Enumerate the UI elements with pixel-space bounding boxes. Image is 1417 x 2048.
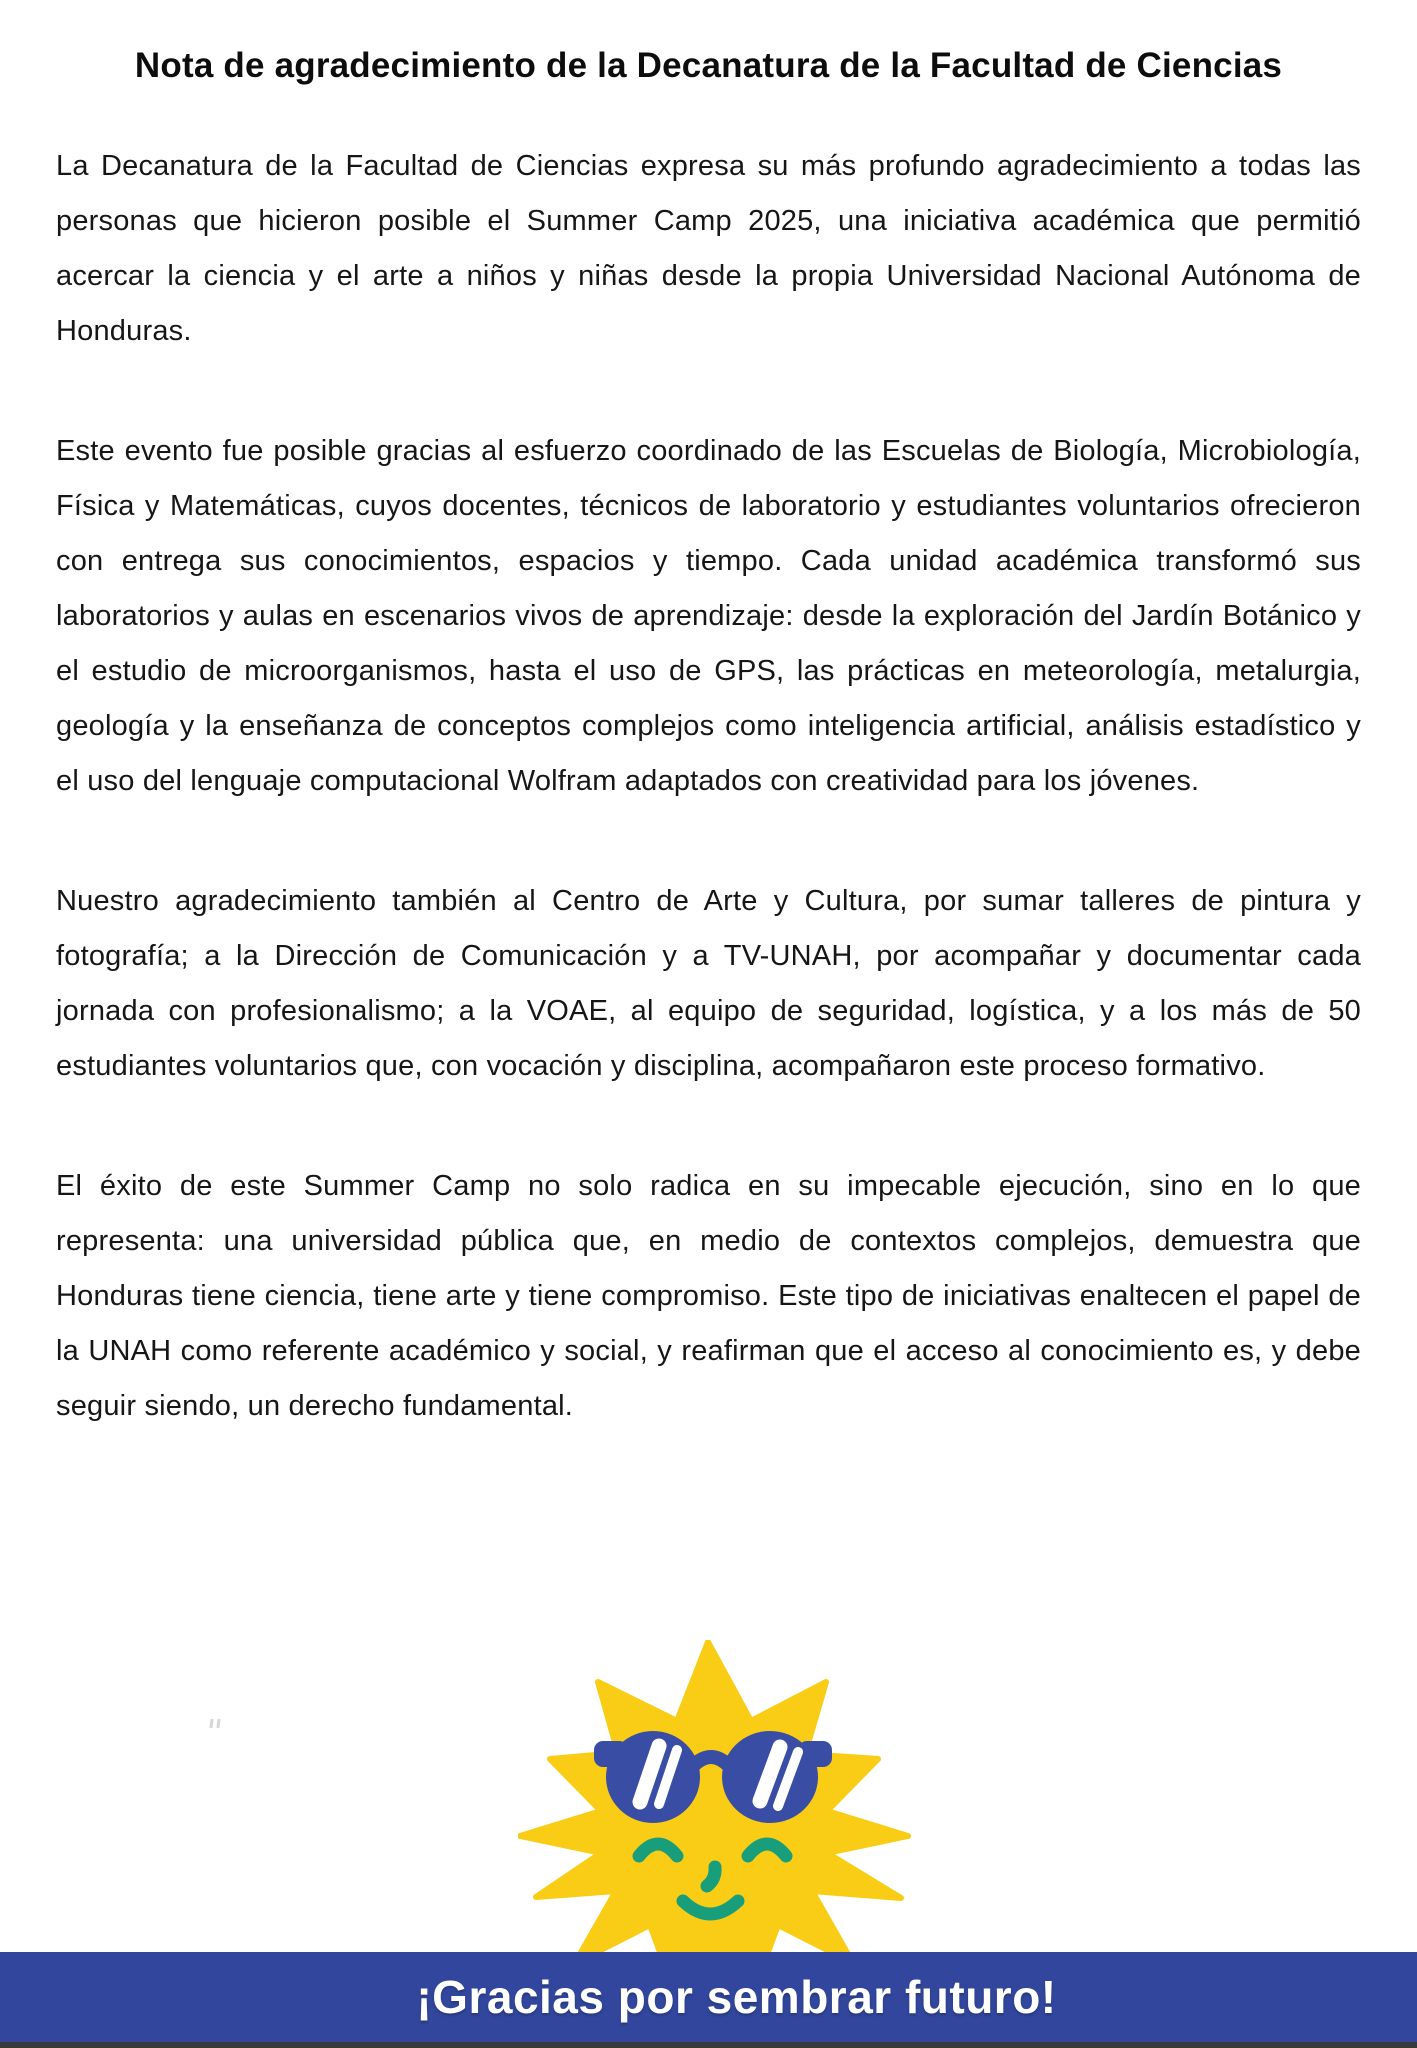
scan-stray-mark	[210, 1719, 224, 1728]
sun-mascot-icon	[518, 1640, 918, 1952]
sun-mascot	[518, 1640, 918, 1952]
paragraph-3: Nuestro agradecimiento también al Centro de Arte y Cultura, por sumar talleres de pintura y fotografía; a la Dirección de Comunicación y a TV-UNAH, por acompañar y documentar cada jornada con profesionalismo; a la VOAE, al equipo de seguridad, logística, y a los más de 50 estudiantes voluntarios que, con vocación y disciplina, acompañaron este proceso formativo.	[56, 885, 1361, 1082]
footer-banner	[0, 1952, 1417, 2042]
sun-body	[520, 1642, 908, 1952]
page-title: Nota de agradecimiento de la Decanatura de la Facultad de Ciencias	[134, 46, 1283, 85]
paragraph-4: El éxito de este Summer Camp no solo radica en su impecable ejecución, sino en lo que representa: una universidad pública que, en medio de contextos complejos, demuestra que Honduras tiene ciencia, tiene arte y tiene compromiso. Este tipo de iniciativas enaltecen el papel de la UNAH como referente académico y social, y reafirman que el acceso al conocimiento es, y debe seguir siendo, un derecho fundamental.	[56, 1170, 1361, 1422]
paragraph-2: Este evento fue posible gracias al esfuerzo coordinado de las Escuelas de Biología, Microbiología, Física y Matemáticas, cuyos docentes, técnicos de laboratorio y estudiantes voluntarios ofrecieron con entrega sus conocimientos, espacios y tiempo. Cada unidad académica transformó sus laboratorios y aulas en escenarios vivos de aprendizaje: desde la exploración del Jardín Botánico y el estudio de microorganismos, hasta el uso de GPS, las prácticas en meteorología, metalurgia, geología y la enseñanza de conceptos complejos como inteligencia artificial, análisis estadístico y el uso del lenguaje computacional Wolfram adaptados con creatividad para los jóvenes.	[56, 435, 1361, 797]
letter-body	[56, 139, 1361, 1499]
glasses-bridge	[694, 1757, 728, 1765]
banner-slogan: ¡Gracias por sembrar futuro!	[416, 1971, 1057, 2023]
screenshot-bottom-strip	[0, 2042, 1417, 2048]
paragraph-1: La Decanatura de la Facultad de Ciencias expresa su más profundo agradecimiento a todas las personas que hicieron posible el Summer Camp 2025, una iniciativa académica que permitió acercar la ciencia y el arte a niños y niñas desde la propia Universidad Nacional Autónoma de Honduras.	[56, 150, 1361, 347]
